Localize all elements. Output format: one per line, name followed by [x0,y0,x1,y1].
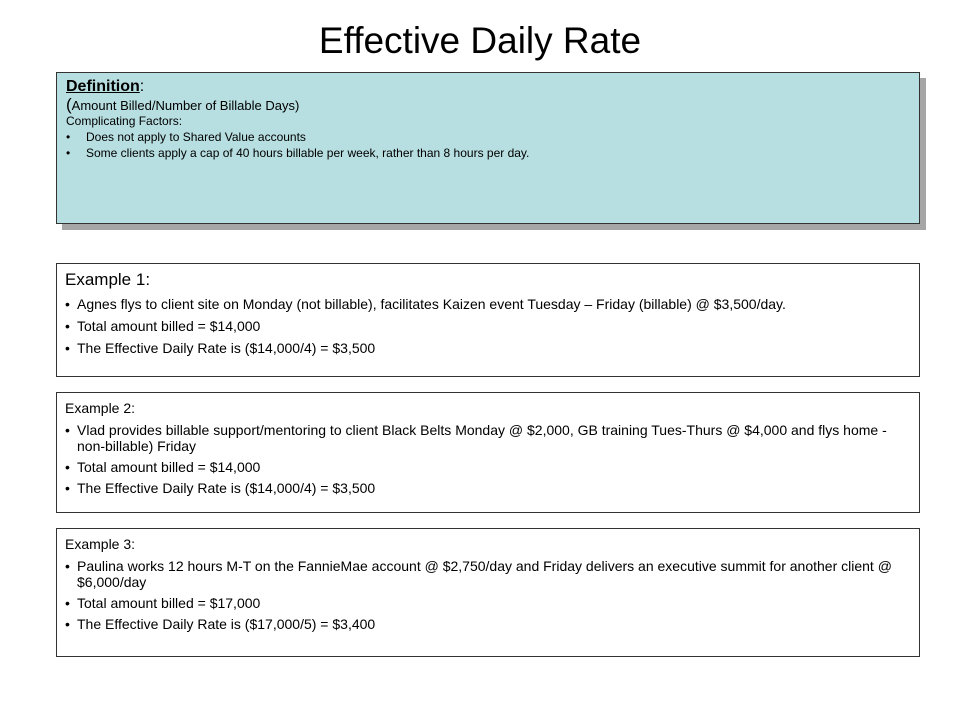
example-3-heading: Example 3: [65,536,136,552]
example-3-item: • Paulina works 12 hours M-T on the FannieMae account @ $2,750/day and Friday delivers an executive summit for another client @ $6,000/day [65,558,909,590]
example-3-item: • Total amount billed = $17,000 [65,595,909,611]
complicating-factors-label: Complicating Factors: [66,114,183,128]
example-3-list [65,558,909,632]
example-1-heading: Example 1: [65,270,151,289]
example-1-item: • Total amount billed = $14,000 [65,318,909,334]
example-1-item: • The Effective Daily Rate is ($14,000/4) = $3,500 [65,340,909,356]
definition-colon: : [139,78,145,95]
formula-text: Amount Billed/Number of Billable Days) [71,98,300,113]
formula-open-paren: ( [66,95,72,114]
definition-label: Definition [66,78,140,95]
example-2-item: • Vlad provides billable support/mentoring to client Black Belts Monday @ $2,000, GB training Tues-Thurs @ $4,000 and flys home -non-billable) Friday [65,422,909,454]
example-1-item: • Agnes flys to client site on Monday (not billable), facilitates Kaizen event Tuesday – Friday (billable) @ $3,500/day. [65,296,909,312]
example-3-box [56,528,920,657]
example-2-list [65,422,909,496]
example-1-box [56,263,920,377]
definition-formula [66,97,909,113]
slide-title: Effective Daily Rate [318,20,642,61]
factor-item: • Some clients apply a cap of 40 hours billable per week, rather than 8 hours per day. [66,145,909,161]
example-1-list [65,296,909,356]
definition-heading [66,77,909,97]
definition-content [66,77,909,161]
example-2-item: • Total amount billed = $14,000 [65,459,909,475]
example-1-content [65,270,909,356]
example-2-heading: Example 2: [65,400,136,416]
example-3-item: • The Effective Daily Rate is ($17,000/5) = $3,400 [65,616,909,632]
definition-box [56,72,920,224]
factor-item: • Does not apply to Shared Value accounts [66,129,909,145]
complicating-factors-list [66,129,909,161]
example-2-item: • The Effective Daily Rate is ($14,000/4) = $3,500 [65,480,909,496]
example-2-content [65,399,909,496]
example-3-content [65,535,909,632]
example-2-box [56,392,920,513]
